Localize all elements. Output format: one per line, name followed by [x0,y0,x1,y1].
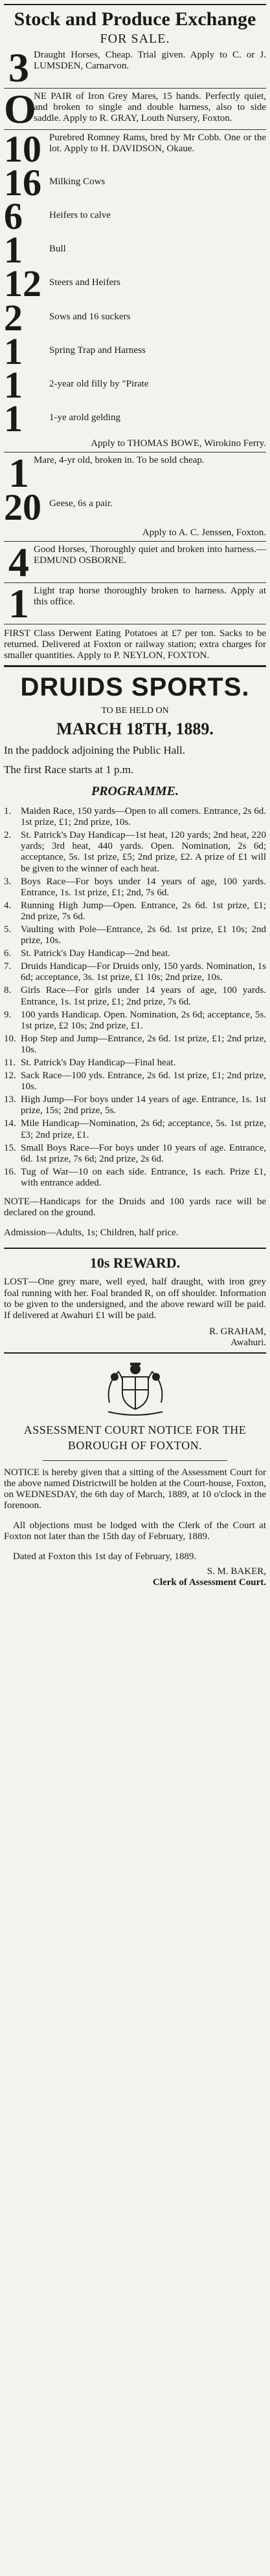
for-sale-heading: FOR SALE. [100,31,170,46]
programme-list [4,806,266,1189]
reward-sign: R. GRAHAM, [209,1326,266,1337]
programme-item-number: 2. [4,830,12,841]
apply-line: Apply to THOMAS BOWE, Wirokino Ferry. [91,438,266,449]
programme-item-text: St. Patrick's Day Handicap—2nd heat. [21,948,170,959]
classified-ad [4,161,266,204]
programme-item-number: 7. [4,961,12,972]
programme-item [4,961,266,983]
classified-ad [4,486,266,529]
programme-item [4,1118,266,1140]
event-date: MARCH 18TH, 1889. [56,719,214,738]
programme-item-text: Vaulting with Pole—Entrance, 2s 6d. 1st prize, £1 10s; 2nd prize, 10s. [21,924,266,946]
classified-ad [4,330,266,372]
ad-text: 2-year old filly by "Pirate [49,378,149,389]
classified-ad [4,85,266,132]
ad-number: 1 [4,330,23,372]
programme-item-number: 10. [4,1033,16,1044]
section-rule [4,665,266,667]
programme-item-text: St. Patrick's Day Handicap—1st heat, 120 yards; 2nd heat, 220 yards; 3rd heat, 440 yards. Open. Nomination, 2s 6d; acceptance, 5s. 1st prize, £5; 2nd prize, £2. A prize of £1 will be given to the winner of each heat. [21,830,266,874]
classified-ad [4,398,266,440]
assessment-sign-title: Clerk of Assessment Court. [153,1577,266,1588]
programme-item [4,900,266,922]
programme-item-text: Girls Race—For girls under 14 years of age, 100 yards. Entrance, 1s. 1st prize, £1; 2nd prize, 7s 6d. [21,985,266,1007]
programme-item-text: Small Boys Race—For boys under 10 years of age. Entrance, 6d. 1st prize, 7s 6d; 2nd prize, 2s 6d. [21,1142,266,1164]
programme-item-number: 14. [4,1118,16,1129]
ad-number: 4 [8,538,29,585]
programme-item [4,1094,266,1116]
programme-item [4,1167,266,1189]
programme-item-number: 8. [4,985,12,996]
ad-number: 2 [4,296,23,339]
event-venue: In the paddock adjoining the Public Hall. [4,744,185,757]
classified-ad [4,450,266,496]
ad-number: 1 [8,580,29,626]
ad-number: 1 [4,229,23,271]
programme-item-text: Tug of War—10 on each side. Entrance, 1s each. Prize £1, with entrance added. [21,1166,266,1188]
programme-item-text: High Jump—For boys under 14 years of age. Entrance, 1s. 1st prize, 15s; 2nd prize, 5s. [21,1094,266,1116]
assessment-sign-name: S. M. BAKER, [207,1566,266,1577]
ad-number: 1 [4,363,23,406]
programme-item-text: Maiden Race, 150 yards—Open to all comers. Entrance, 2s 6d. 1st prize, £1; 2nd prize, 10s. [21,806,266,828]
ad-number: 12 [4,262,41,305]
programme-item-text: Running High Jump—Open. Entrance, 2s 6d. 1st prize, £1; 2nd prize, 7s 6d. [21,900,266,922]
ad-number: O [4,85,36,132]
programme-title: PROGRAMME. [91,784,179,799]
reward-title: 10s REWARD. [89,1255,181,1272]
assessment-notice: NOTICE is hereby given that a sitting of the Assessment Court for the above named Districtwill be holden at the Court-house, Foxton, on WEDNESDAY, the 6th day of March, 1889, at 10 o'clock in the forenoon. [4,1467,266,1511]
programme-item-number: 15. [4,1142,16,1153]
newspaper-column [4,4,266,1588]
ad-number: 1 [8,450,29,496]
coat-of-arms-icon [96,1357,174,1420]
ad-text: Heifers to calve [49,209,111,220]
assessment-objections: All objections must be lodged with the Clerk of the Court at Foxton not later than the 15th day of February, 1889. [4,1520,266,1542]
ad-text: Light trap horse thoroughly broken to harness. Apply at this office. [34,585,266,607]
first-race: The first Race starts at 1 p.m. [4,763,134,776]
programme-item [4,1010,266,1032]
assessment-dated: Dated at Foxton this 1st day of February, 1889. [13,1551,197,1562]
programme-item-text: Boys Race—For boys under 14 years of age, 100 yards. Entrance, 1s. 1st prize, £1; 2nd, 7s 6d. [21,876,266,898]
ad-number: 20 [4,486,41,529]
programme-item-text: 100 yards Handicap. Open. Nomination, 2s 6d; acceptance, 5s. 1st prize, £2 10s; 2nd prize, £1. [21,1009,266,1031]
ad-text: Bull [49,244,66,255]
divider [43,1460,227,1461]
divider [4,541,266,542]
programme-item-number: 13. [4,1094,16,1105]
programme-item-text: Mile Handicap—Nomination, 2s 6d; acceptance, 5s. 1st prize, £3; 2nd prize, £1. [21,1118,266,1140]
programme-item-number: 3. [4,876,12,887]
ad-text: Good Horses, Thoroughly quiet and broken into harness.—EDMUND OSBORNE. [34,544,266,566]
section-rule [4,1248,266,1249]
programme-item [4,1058,266,1069]
classified-ad [4,262,266,305]
divider [4,88,266,89]
ad-number: 6 [4,195,23,237]
programme-item [4,806,266,828]
ad-text: Milking Cows [49,176,106,187]
held-on: TO BE HELD ON [101,706,169,716]
classified-ad [4,363,266,406]
ad-text: 1-ye arold gelding [49,412,120,423]
reward-place: Awahuri. [231,1337,266,1348]
ad-text: Purebred Romney Rams, bred by Mr Cobb. One or the lot. Apply to H. DAVIDSON, Okaue. [49,132,266,154]
ad-text: Draught Horses, Cheap. Trial given. Apply to C. or J. LUMSDEN, Carnarvon. [34,49,266,71]
programme-item-number: 9. [4,1009,12,1020]
programme-item-number: 1. [4,806,12,817]
programme-item [4,877,266,899]
ad-number: 16 [4,161,41,204]
apply-line: Apply to A. C. Jenssen, Foxton. [142,527,266,538]
ad-number: 3 [8,44,29,90]
section-rule [4,1352,266,1354]
programme-item-text: Hop Step and Jump—Entrance, 2s 6d. 1st prize, £1; 2nd prize, 10s. [21,1033,266,1055]
programme-item-text: St. Patrick's Day Handicap—Final heat. [21,1058,176,1069]
programme-item [4,1034,266,1056]
classified-ad [4,195,266,237]
programme-item-number: 16. [4,1166,16,1177]
ad-number: 10 [4,127,41,170]
section-title: Stock and Produce Exchange [14,8,256,30]
ad-text: Sows and 16 suckers [49,311,131,322]
assessment-title: ASSESSMENT COURT NOTICE FOR THE BOROUGH OF FOXTON. [23,1423,247,1453]
ad-text: Steers and Heifers [49,277,120,288]
programme-item [4,1143,266,1165]
programme-item-number: 12. [4,1070,16,1081]
programme-item-text: Sack Race—100 yds. Entrance, 2s 6d. 1st prize, £1; 2nd prize, 10s. [21,1070,266,1092]
ad-number: 1 [4,398,23,440]
classified-ad [4,296,266,339]
classified-ad [4,127,266,170]
programme-item-number: 11. [4,1058,16,1069]
classified-ad [4,229,266,271]
programme-item [4,924,266,946]
ad-text: Mare, 4-yr old, broken in. To be sold cheap. [34,455,205,466]
top-rule [4,4,266,5]
reward-text: LOST—One grey mare, well eyed, half draught, with iron grey foal running with her. Foal branded R, on off shoulder. Information to be given to the undersigned, and the above reward will be paid. If delivered at Awahuri £1 will be paid. [4,1277,266,1321]
potato-ad: FIRST Class Derwent Eating Potatoes at £7 per ton. Sacks to be returned. Delivered at Foxton or railway station; extra charges for smaller quantities. Apply to P. NEYLON, FOXTON. [4,628,266,661]
programme-note: NOTE—Handicaps for the Druids and 100 yards race will be declared on the ground. [4,1197,266,1219]
divider [4,129,266,130]
ad-text: Spring Trap and Harness [49,345,146,356]
divider [4,582,266,583]
druids-title: DRUIDS SPORTS. [20,673,250,701]
programme-item-number: 6. [4,948,12,959]
admission: Admission—Adults, 1s; Children, half price. [4,1228,179,1239]
ad-text: NE PAIR of Iron Grey Mares, 15 hands. Perfectly quiet, and broken to single and double harness, also to side saddle. Apply to R. GRAY, Louth Nursery, Foxton. [34,90,266,123]
programme-item-number: 5. [4,924,12,935]
classified-ad [4,580,266,626]
programme-item-text: Druids Handicap—For Druids only, 150 yards. Nomination, 1s 6d; acceptance, 3s. 1st prize, £1 10s; 2nd prize, 10s. [21,961,266,983]
programme-item-number: 4. [4,900,12,911]
classified-ad [4,44,266,90]
ad-text: Geese, 6s a pair. [49,498,113,509]
programme-item [4,830,266,874]
classified-ad [4,538,266,585]
programme-item [4,1070,266,1092]
programme-item [4,985,266,1007]
programme-item [4,948,266,959]
